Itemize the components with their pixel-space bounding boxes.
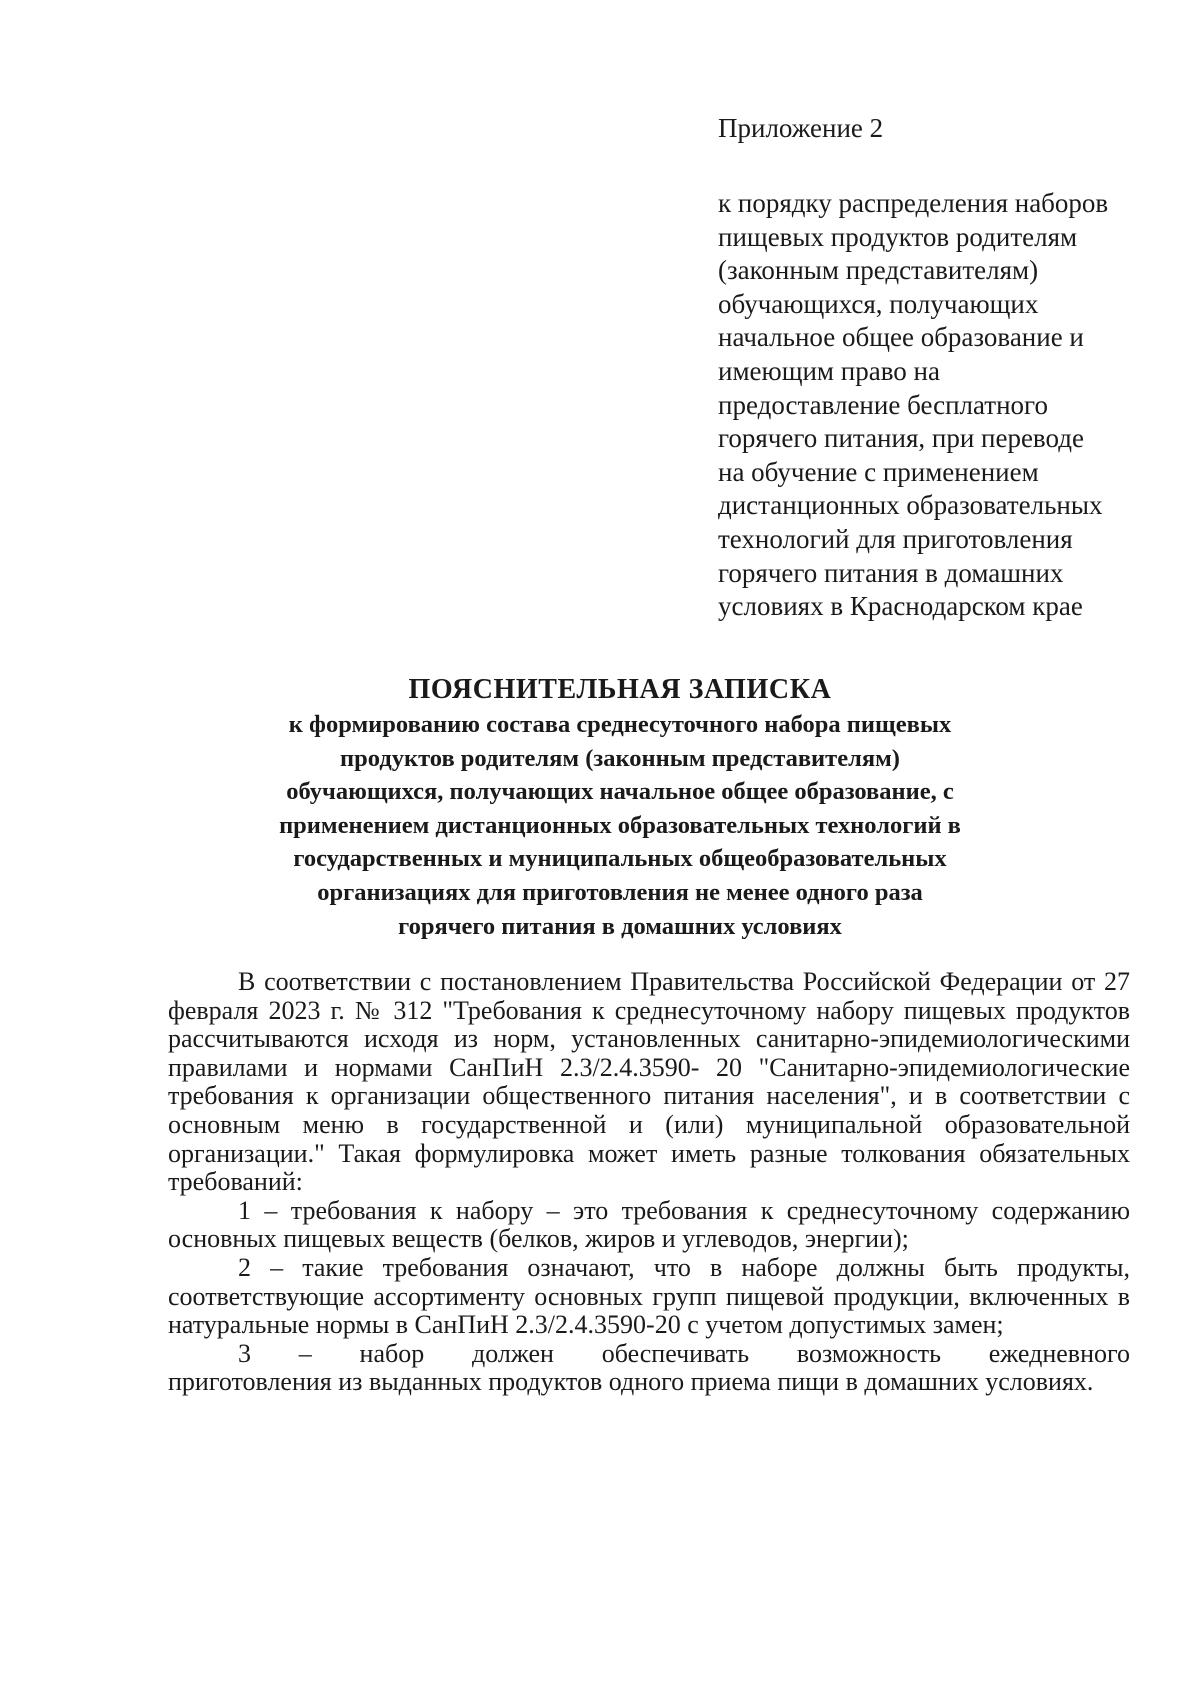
appendix-header: Приложение 2 [718, 113, 884, 143]
word: – [298, 1338, 312, 1368]
note-subtitle-line: горячего питания в домашних условиях [398, 912, 842, 940]
note-title: ПОЯСНИТЕЛЬНАЯ ЗАПИСКА [408, 674, 832, 705]
list-item-2: 2 – такие требования означают, что в наборе должны быть продукты, соответствующие ассортименту основных групп пищевой продукции, включенных в натуральные нормы в СанПиН 2.3/2.4.3590-20 с учетом допустимых замен; [168, 1252, 1130, 1340]
note-subtitle-line: применением дистанционных образовательных технологий в [279, 811, 961, 839]
word: возможность [796, 1338, 941, 1368]
note-subtitle-line: к формированию состава среднесуточного набора пищевых [288, 711, 952, 738]
appendix-subtitle-line: (законным представителям) [718, 255, 1039, 286]
note-heading [120, 672, 1120, 943]
appendix-subtitle-line: пищевых продуктов родителям [718, 221, 1078, 252]
note-subtitle [120, 708, 1120, 943]
appendix-subtitle-line: условиях в Краснодарском крае [718, 591, 1083, 622]
appendix-subtitle-line: предоставление бесплатного [718, 389, 1048, 420]
intro-paragraph: В соответствии с постановлением Правительства Российской Федерации от 27 февраля 2023 г. № 312 "Требования к среднесуточному набору пищевых продуктов рассчитываются исходя из норм, установленных санитарно-эпидемиологическими правилами и нормами СанПиН 2.3/2.4.3590- 20 "Санитарно-эпидемиологические требования к организации общественного питания населения", и в соответствии с основным меню в государственной и (или) муниципальной образовательной организации." Такая формулировка может иметь разные толкования обязательных требований: [168, 967, 1130, 1197]
list-item-3 [168, 1340, 1130, 1397]
body-text [168, 968, 1130, 1397]
appendix-subtitle-line: к порядку распределения наборов [718, 188, 1109, 218]
appendix-subtitle-line: обучающихся, получающих [718, 288, 1039, 319]
list-item-3-first-line [168, 1340, 1130, 1369]
word: обеспечивать [601, 1338, 750, 1368]
appendix-subtitle [718, 187, 1158, 624]
note-subtitle-line: обучающихся, получающих начальное общее образование, с [286, 778, 954, 806]
appendix-subtitle-line: дистанционных образовательных [718, 490, 1103, 521]
appendix-subtitle-line: начальное общее образование и [718, 322, 1084, 353]
list-item-1: 1 – требования к набору – это требования к среднесуточному содержанию основных пищевых веществ (белков, жиров и углеводов, энергии); [168, 1195, 1130, 1254]
list-item-3-rest: приготовления из выданных продуктов одного приема пищи в домашних условиях. [168, 1367, 1094, 1397]
note-subtitle-line: продуктов родителям (законным представителям) [340, 744, 900, 772]
note-subtitle-line: организациях для приготовления не менее одного раза [317, 878, 923, 906]
appendix-subtitle-line: на обучение с применением [718, 456, 1039, 487]
word: ежедневного [988, 1338, 1130, 1368]
word: должен [471, 1338, 554, 1368]
appendix-subtitle-line: горячего питания, при переводе [718, 423, 1084, 454]
note-subtitle-line: государственных и муниципальных общеобразовательных [293, 845, 947, 873]
appendix-subtitle-line: имеющим право на [718, 355, 940, 386]
word: набор [359, 1338, 425, 1368]
word: 3 [238, 1338, 251, 1368]
appendix-subtitle-line: технологий для приготовления [718, 523, 1073, 554]
appendix-subtitle-line: горячего питания в домашних [718, 557, 1064, 588]
